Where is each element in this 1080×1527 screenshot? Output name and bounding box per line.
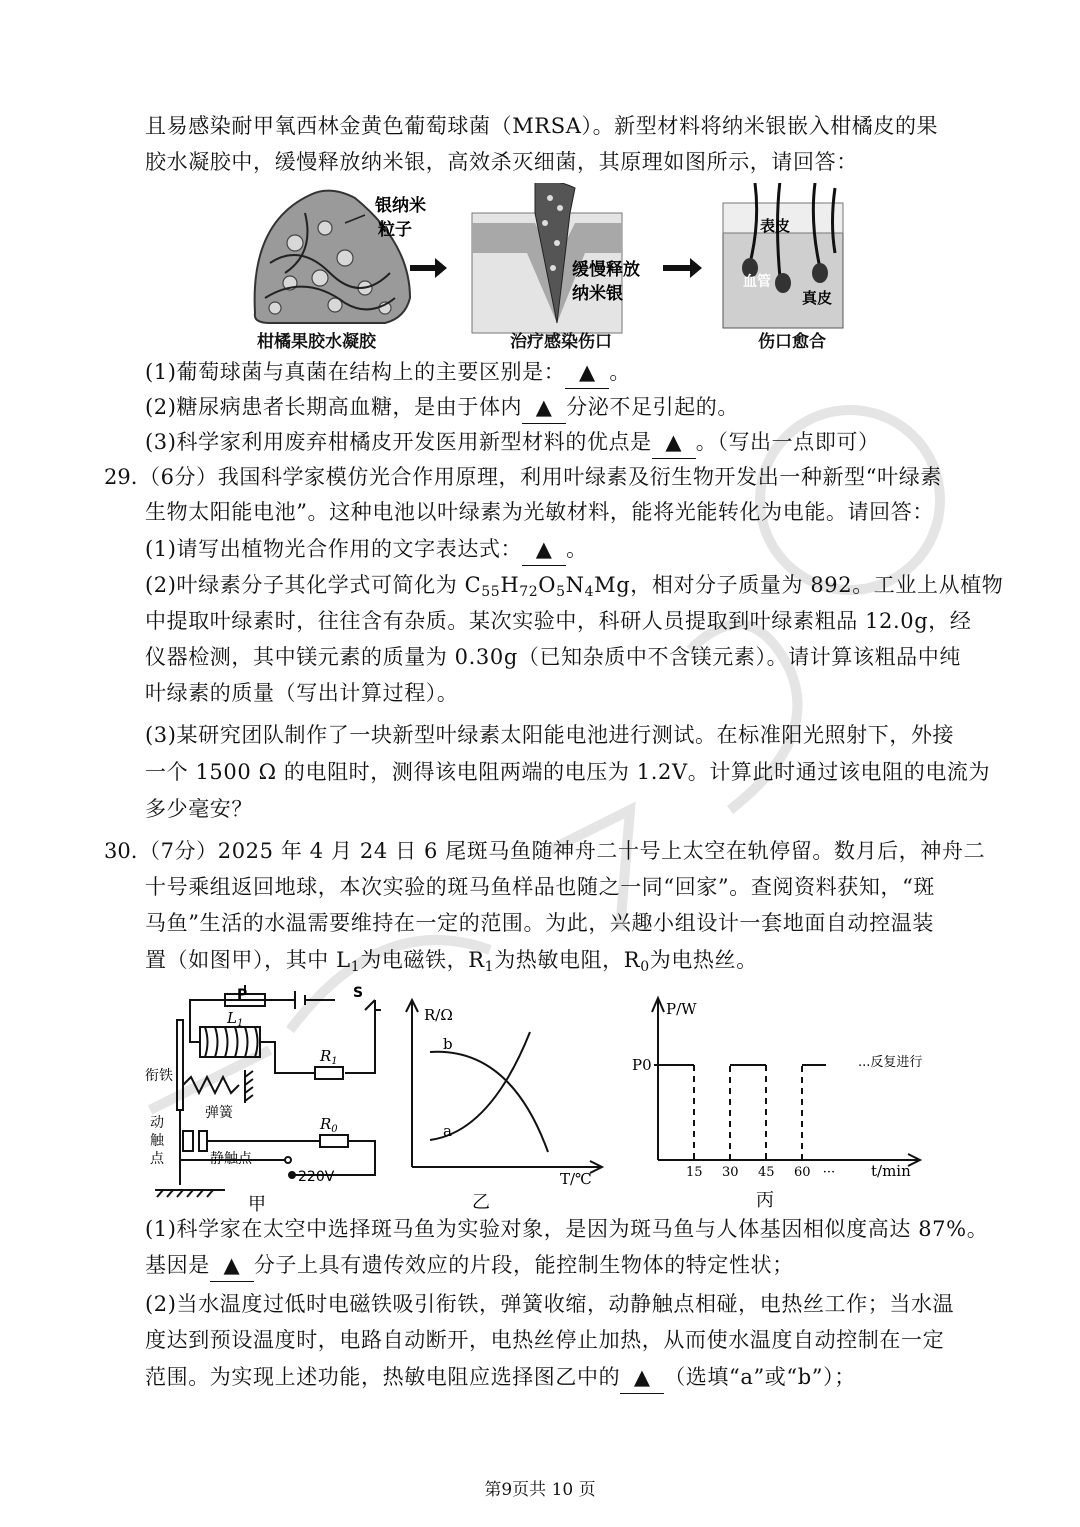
q29-part3-line1: (3)某研究团队制作了一块新型叶绿素太阳能电池进行测试。在标准阳光照射下，外接 — [145, 723, 955, 747]
power-time-chart — [628, 990, 928, 1214]
caption-wound: 治疗感染伤口 — [510, 332, 612, 352]
answer-blank[interactable]: ▲ — [565, 356, 609, 389]
release-label-1: 缓慢释放 — [572, 260, 640, 280]
epidermis-label: 表皮 — [760, 217, 791, 235]
spring-label: 弹簧 — [205, 1105, 233, 1121]
moving-contact-label-1: 动 — [150, 1115, 164, 1131]
q30-stem-1: （7分）2025 年 4 月 24 日 6 尾斑马鱼随神舟二十号上太空在轨停留。数月后，神舟二 — [139, 839, 986, 863]
q29-part2-line4: 叶绿素的质量（写出计算过程）。 — [145, 681, 459, 705]
r1-label: $R_1$ — [320, 1047, 338, 1067]
caption-hydrogel: 柑橘果胶水凝胶 — [257, 332, 376, 352]
q29-stem-2: 生物太阳能电池”。这种电池以叶绿素为光敏材料，能将光能转化为电能。请回答： — [145, 500, 934, 524]
q30-part1-line2: 基因是 ▲ 分子上具有遗传效应的片段，能控制生物体的特定性状； — [145, 1249, 794, 1282]
q29-part2-line2: 中提取叶绿素时，往往含有杂质。某次实验中，科研人员提取到叶绿素粗品 12.0g，经 — [145, 609, 972, 633]
static-contact-label: 静触点 — [210, 1151, 252, 1167]
chlorophyll-formula: $C_{55}H_{72}O_5N_4Mg$ — [464, 573, 631, 600]
chart-ytick-p0: P0 — [632, 1056, 652, 1074]
q29-stem-1: （6分）我国科学家模仿光合作用原理，利用叶绿素及衍生物开发出一种新型“叶绿素 — [139, 465, 942, 489]
wound-illustration — [472, 183, 622, 333]
q29-part2-line1: (2)叶绿素分子其化学式可简化为 $C_{55}H_{72}O_5N_4Mg$，相对分子质量为 892。工业上从植物 — [145, 573, 1004, 600]
q29-number: 29. — [104, 465, 138, 489]
answer-blank[interactable]: ▲ — [522, 391, 566, 424]
armature-label: 衔铁 — [145, 1068, 173, 1084]
rheostat-label: P — [237, 987, 248, 1003]
x-tick-label: 15 — [686, 1165, 703, 1180]
answer-blank[interactable]: ▲ — [652, 426, 696, 459]
q30-part1-line1: (1)科学家在太空中选择斑马鱼为实验对象，是因为斑马鱼与人体基因相似度高达 87%。 — [145, 1217, 989, 1241]
chart-xlabel: t/min — [871, 1162, 911, 1180]
q28-part3: (3)科学家利用废弃柑橘皮开发医用新型材料的优点是 ▲ 。（写出一点即可） — [145, 426, 880, 459]
x-tick-label: 30 — [722, 1165, 739, 1180]
q30-stem-3: 马鱼”生活的水温需要维持在一定的范围。为此，兴趣小组设计一套地面自动控温装 — [145, 911, 934, 935]
q30-stem-2: 十号乘组返回地球，本次实验的斑马鱼样品也随之一同“回家”。查阅资料获知，“斑 — [145, 875, 936, 899]
release-label-2: 纳米银 — [572, 284, 623, 304]
q30-number: 30. — [104, 839, 138, 863]
silver-label-2: 粒子 — [378, 220, 412, 240]
q30-part2-line3: 范围。为实现上述功能，热敏电阻应选择图乙中的 ▲ （选填“a”或“b”）； — [145, 1361, 856, 1394]
chart-ylabel: P/W — [666, 1000, 697, 1018]
q29-part3-line2: 一个 1500 Ω 的电阻时，测得该电阻两端的电压为 1.2V。计算此时通过该电阻的电流为 — [145, 760, 991, 784]
q30-part2-line2: 度达到预设温度时，电路自动断开，电热丝停止加热，从而使水温度自动控制在一定 — [145, 1328, 945, 1352]
chart-annotation: ...反复进行 — [858, 1055, 923, 1070]
vessel-label: 血管 — [743, 274, 771, 290]
y-axis-label: R/Ω — [424, 1006, 453, 1024]
arrow-right-icon — [410, 258, 447, 278]
q30-part2-line1: (2)当水温度过低时电磁铁吸引衔铁，弹簧收缩，动静触点相碰，电热丝工作；当水温 — [145, 1292, 955, 1316]
page-footer: 第9页共 10 页 — [484, 1480, 596, 1500]
caption-jia: 甲 — [248, 1194, 266, 1215]
answer-blank[interactable]: ▲ — [522, 533, 566, 566]
caption-yi: 乙 — [472, 1192, 490, 1213]
intro-line-1: 且易感染耐甲氧西林金黄色葡萄球菌（MRSA）。新型材料将纳米银嵌入柑橘皮的果 — [145, 114, 939, 138]
arrow-right-icon-2 — [663, 258, 702, 278]
intro-line-2: 胶水凝胶中，缓慢释放纳米银，高效杀灭细菌，其原理如图所示，请回答： — [145, 150, 858, 174]
q30-stem-4: 置（如图甲），其中 $L_1$为电磁铁，$R_1$为热敏电阻，$R_0$为电热丝。 — [145, 948, 758, 975]
dermis-label: 真皮 — [802, 289, 833, 307]
curve-b-label: b — [443, 1035, 453, 1053]
q29-part3-line3: 多少毫安？ — [145, 797, 253, 821]
resistance-temperature-graph — [400, 992, 610, 1214]
x-tick-label: ··· — [822, 1165, 836, 1180]
x-axis-label: T/℃ — [560, 1170, 592, 1188]
moving-contact-label-3: 点 — [150, 1151, 164, 1167]
silver-label-1: 银纳米 — [375, 196, 426, 216]
q28-part2: (2)糖尿病患者长期高血糖，是由于体内 ▲ 分泌不足引起的。 — [145, 391, 739, 424]
r0-label: $R_0$ — [320, 1115, 338, 1135]
x-tick-label: 60 — [794, 1165, 811, 1180]
answer-blank[interactable]: ▲ — [620, 1361, 664, 1394]
switch-label: S — [353, 985, 364, 1001]
q29-part2-line3: 仪器检测，其中镁元素的质量为 0.30g（已知杂质中不含镁元素）。请计算该粗品中纯 — [145, 645, 961, 669]
q28-part1: (1)葡萄球菌与真菌在结构上的主要区别是： ▲ 。 — [145, 356, 631, 389]
curve-a-label: a — [443, 1122, 452, 1140]
caption-healed: 伤口愈合 — [758, 332, 826, 352]
moving-contact-label-2: 触 — [150, 1133, 164, 1149]
coil-label: $L_1$ — [227, 1009, 244, 1029]
answer-blank[interactable]: ▲ — [210, 1249, 254, 1282]
voltage-label: 220V — [298, 1169, 335, 1185]
q29-part1: (1)请写出植物光合作用的文字表达式： ▲ 。 — [145, 533, 588, 566]
circuit-diagram — [145, 985, 390, 1215]
x-tick-label: 45 — [758, 1165, 775, 1180]
caption-bing: 丙 — [756, 1190, 774, 1211]
